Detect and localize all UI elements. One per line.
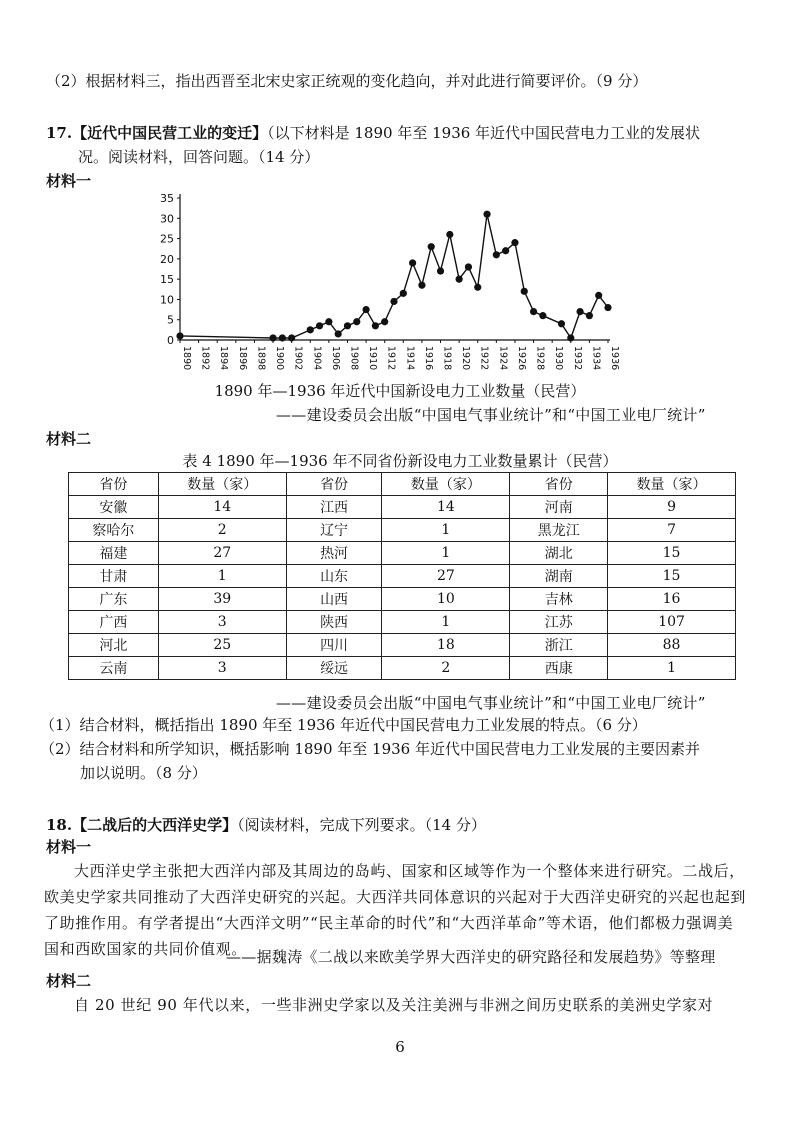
q18-material1-text: 大西洋史学主张把大西洋内部及其周边的岛屿、国家和区域等作为一个整体来进行研究。二战后，欧美史学家共同推动了大西洋史研究的兴起。大西洋共同体意识的兴起对于大西洋史研究的兴起也起到了助推作用。有学者提出“大西洋文明”“民主革命的时代”和“大西洋革命”等术语，他们都极力强调美国和西欧国家的共同价值观。 — [44, 862, 747, 958]
province-cell: 福建 — [69, 542, 159, 565]
table-row — [69, 657, 736, 680]
count-cell: 1 — [382, 611, 510, 634]
x-tick-label: 1896 — [236, 346, 248, 371]
count-cell: 3 — [158, 611, 286, 634]
data-point — [576, 308, 583, 315]
x-tick-label: 1934 — [590, 346, 602, 371]
x-tick-label: 1936 — [609, 346, 620, 371]
y-tick-label: 35 — [160, 192, 174, 205]
x-tick-label: 1918 — [441, 346, 453, 371]
data-point — [288, 334, 295, 341]
new-power-plants-line-chart — [148, 190, 628, 375]
count-cell: 27 — [158, 542, 286, 565]
x-tick-label: 1904 — [311, 346, 323, 371]
data-point — [335, 330, 342, 337]
table-source: ——建设委员会出版“中国电气事业统计”和“中国工业电厂统计” — [276, 694, 706, 712]
q18-material1-source: ——据魏涛《二战以来欧美学界大西洋史的研究路径和发展趋势》等整理 — [226, 948, 716, 966]
q18-title: 【二战后的大西洋史学】 — [72, 816, 238, 834]
province-cell: 河北 — [69, 634, 159, 657]
table-header-row — [69, 473, 736, 496]
data-point — [586, 312, 593, 319]
q18-material2-text: 自 20 世纪 90 年代以来，一些非洲史学家以及关注美洲与非洲之间历史联系的美洲史学家对 — [74, 996, 714, 1014]
table-row — [69, 519, 736, 542]
data-point — [325, 318, 332, 325]
province-cell: 黑龙江 — [510, 519, 608, 542]
data-point — [428, 243, 435, 250]
data-point — [390, 298, 397, 305]
chart-source: ——建设委员会出版“中国电气事业统计”和“中国工业电厂统计” — [276, 406, 706, 424]
q18-number: 18. — [46, 816, 73, 834]
data-point — [316, 322, 323, 329]
data-point — [483, 211, 490, 218]
province-cell: 陕西 — [286, 611, 382, 634]
province-cell: 甘肃 — [69, 565, 159, 588]
header-cell: 省份 — [286, 473, 382, 496]
x-tick-label: 1930 — [553, 346, 565, 371]
data-point — [465, 263, 472, 270]
count-cell: 10 — [382, 588, 510, 611]
count-cell: 1 — [382, 542, 510, 565]
province-cell: 安徽 — [69, 496, 159, 519]
x-tick-label: 1912 — [385, 346, 397, 371]
province-cell: 广东 — [69, 588, 159, 611]
province-cell: 辽宁 — [286, 519, 382, 542]
count-cell: 39 — [158, 588, 286, 611]
count-cell: 7 — [608, 519, 736, 542]
q17-intro-line1: （以下材料是 1890 年至 1936 年近代中国民营电力工业的发展状 — [267, 124, 701, 142]
province-cell: 察哈尔 — [69, 519, 159, 542]
count-cell: 1 — [608, 657, 736, 680]
y-tick-label: 0 — [167, 334, 174, 347]
count-cell: 3 — [158, 657, 286, 680]
province-cell: 山东 — [286, 565, 382, 588]
count-cell: 14 — [382, 496, 510, 519]
q17-question-2-line1: （2）结合材料和所学知识，概括影响 1890 年至 1936 年近代中国民营电力工业发展的主要因素并 — [40, 740, 700, 758]
data-point — [446, 231, 453, 238]
data-point — [409, 259, 416, 266]
y-tick-label: 30 — [160, 212, 174, 226]
data-point — [558, 320, 565, 327]
q18-material1-label: 材料一 — [46, 838, 92, 856]
count-cell: 107 — [608, 611, 736, 634]
data-point — [353, 318, 360, 325]
count-cell: 15 — [608, 565, 736, 588]
header-cell: 数量（家） — [382, 473, 510, 496]
x-tick-label: 1894 — [218, 346, 230, 371]
q17-question-2-line2: 加以说明。（8 分） — [80, 764, 207, 782]
x-tick-label: 1908 — [348, 346, 360, 371]
header-cell: 省份 — [69, 473, 159, 496]
x-tick-label: 1916 — [422, 346, 434, 371]
page-number: 6 — [395, 1038, 405, 1056]
y-tick-label: 5 — [167, 313, 174, 327]
y-tick-label: 10 — [160, 293, 174, 307]
count-cell: 2 — [158, 519, 286, 542]
x-tick-label: 1890 — [181, 346, 192, 371]
count-cell: 88 — [608, 634, 736, 657]
data-point — [381, 318, 388, 325]
province-cell: 浙江 — [510, 634, 608, 657]
header-cell: 数量（家） — [608, 473, 736, 496]
q17-question-1: （1）结合材料，概括指出 1890 年至 1936 年近代中国民营电力工业发展的特点。（6 分） — [40, 716, 647, 734]
data-point — [530, 308, 537, 315]
data-point — [362, 306, 369, 313]
count-cell: 16 — [608, 588, 736, 611]
count-cell: 18 — [382, 634, 510, 657]
y-tick-label: 20 — [160, 252, 174, 266]
count-cell: 9 — [608, 496, 736, 519]
x-tick-label: 1924 — [497, 346, 509, 371]
x-tick-label: 1920 — [460, 346, 472, 371]
province-cell: 西康 — [510, 657, 608, 680]
province-cell: 河南 — [510, 496, 608, 519]
data-point — [567, 334, 574, 341]
x-tick-label: 1922 — [478, 346, 490, 371]
table-row — [69, 588, 736, 611]
data-point — [344, 322, 351, 329]
x-tick-label: 1898 — [255, 346, 267, 371]
y-tick-label: 25 — [160, 232, 174, 246]
province-cell: 广西 — [69, 611, 159, 634]
table-caption: 表 4 1890 年—1936 年不同省份新设电力工业数量累计（民营） — [182, 452, 618, 470]
data-point — [493, 251, 500, 258]
x-tick-label: 1910 — [367, 346, 379, 371]
data-point — [511, 239, 518, 246]
data-point — [418, 282, 425, 289]
table-row — [69, 565, 736, 588]
data-point — [539, 312, 546, 319]
province-cell: 湖南 — [510, 565, 608, 588]
x-tick-label: 1906 — [329, 346, 341, 371]
x-tick-label: 1932 — [571, 346, 583, 371]
data-point — [604, 304, 611, 311]
count-cell: 27 — [382, 565, 510, 588]
data-point — [372, 322, 379, 329]
q18-header — [46, 814, 486, 836]
data-point — [279, 334, 286, 341]
data-point — [474, 284, 481, 291]
x-tick-label: 1902 — [292, 346, 304, 371]
province-power-table — [68, 472, 736, 680]
data-point — [307, 326, 314, 333]
province-cell: 湖北 — [510, 542, 608, 565]
q17-title: 【近代中国民营工业的变迁】 — [72, 124, 268, 142]
q17-material2-label: 材料二 — [46, 430, 92, 448]
data-point — [595, 292, 602, 299]
province-cell: 江苏 — [510, 611, 608, 634]
x-tick-label: 1926 — [515, 346, 527, 371]
y-tick-label: 15 — [160, 273, 174, 287]
q17-header — [46, 122, 700, 144]
count-cell: 25 — [158, 634, 286, 657]
chart-caption: 1890 年—1936 年近代中国新设电力工业数量（民营） — [214, 382, 586, 400]
count-cell: 15 — [608, 542, 736, 565]
table-row — [69, 634, 736, 657]
province-cell: 云南 — [69, 657, 159, 680]
q16-question-2: （2）根据材料三，指出西晋至北宋史家正统观的变化趋向，并对此进行简要评价。（9 分） — [46, 72, 648, 90]
count-cell: 14 — [158, 496, 286, 519]
table-row — [69, 611, 736, 634]
data-point — [269, 334, 276, 341]
province-cell: 热河 — [286, 542, 382, 565]
table-row — [69, 496, 736, 519]
province-cell: 吉林 — [510, 588, 608, 611]
q18-intro: （阅读材料，完成下列要求。（14 分） — [237, 816, 486, 834]
count-cell: 1 — [382, 519, 510, 542]
x-tick-label: 1914 — [404, 346, 416, 371]
province-cell: 江西 — [286, 496, 382, 519]
data-point — [521, 288, 528, 295]
data-point — [176, 332, 183, 339]
x-tick-label: 1928 — [534, 346, 546, 371]
data-point — [400, 290, 407, 297]
data-point — [456, 276, 463, 283]
q17-material1-label: 材料一 — [46, 172, 92, 190]
count-cell: 1 — [158, 565, 286, 588]
q17-number: 17. — [46, 124, 73, 142]
x-tick-label: 1892 — [199, 346, 211, 371]
province-cell: 四川 — [286, 634, 382, 657]
x-tick-label: 1900 — [274, 346, 286, 371]
province-cell: 绥远 — [286, 657, 382, 680]
province-cell: 山西 — [286, 588, 382, 611]
q18-material2-label: 材料二 — [46, 972, 92, 990]
series-line — [180, 214, 608, 338]
table-row — [69, 542, 736, 565]
q17-intro-line2: 况。阅读材料，回答问题。（14 分） — [78, 148, 320, 166]
header-cell: 数量（家） — [158, 473, 286, 496]
data-point — [437, 267, 444, 274]
data-point — [502, 247, 509, 254]
header-cell: 省份 — [510, 473, 608, 496]
count-cell: 2 — [382, 657, 510, 680]
